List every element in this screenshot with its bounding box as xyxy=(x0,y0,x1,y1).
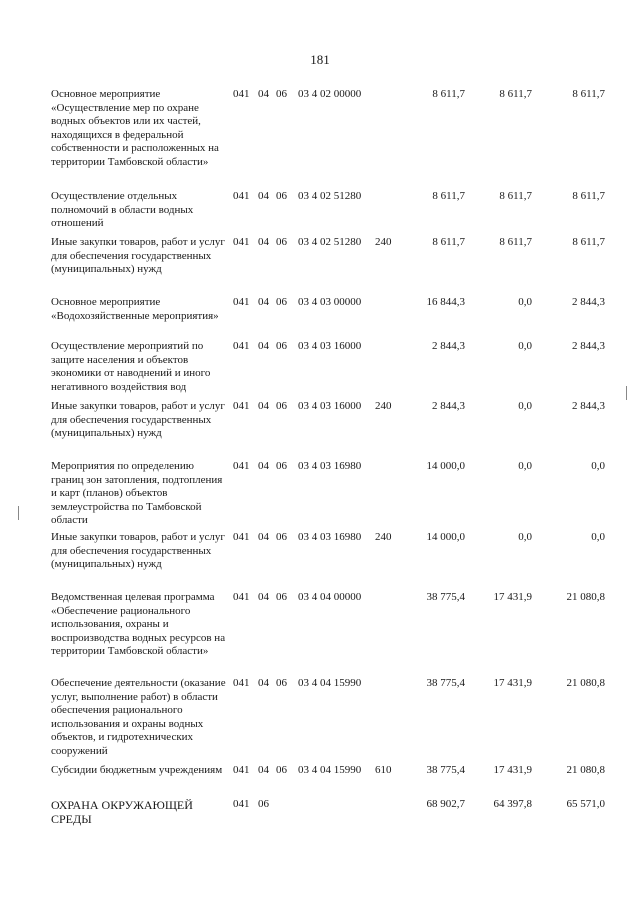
expense-type-code: 610 xyxy=(375,764,392,776)
amount-year-2: 17 431,9 xyxy=(493,764,532,776)
amount-year-3: 8 611,7 xyxy=(572,88,605,100)
amount-year-3: 8 611,7 xyxy=(572,236,605,248)
row-name: Иные закупки товаров, работ и услуг для обеспечения государственных (муниципальных) нужд xyxy=(51,400,225,439)
amount-year-3: 21 080,8 xyxy=(566,677,605,689)
row-name: Осуществление отдельных полномочий в области водных отношений xyxy=(51,190,194,229)
target-article-code: 03 4 02 00000 xyxy=(298,88,362,100)
admin-code: 041 xyxy=(233,764,250,776)
page-number: 181 xyxy=(310,52,330,67)
amount-year-3: 0,0 xyxy=(591,460,605,472)
row-name: ОХРАНА ОКРУЖАЮЩЕЙ СРЕДЫ xyxy=(51,798,193,826)
amount-year-3: 21 080,8 xyxy=(566,591,605,603)
amount-year-3: 8 611,7 xyxy=(572,190,605,202)
target-article-code: 03 4 03 16000 xyxy=(298,340,362,352)
section-code: 04 xyxy=(258,677,269,689)
section-code: 04 xyxy=(258,591,269,603)
row-name: Ведомственная целевая программа «Обеспечение рационального использования, охраны и воспроизводства водных ресурсов на территории Тамбовской области» xyxy=(51,591,226,657)
target-article-code: 03 4 03 16980 xyxy=(298,531,362,543)
amount-year-2: 0,0 xyxy=(518,400,532,412)
section-code: 06 xyxy=(258,798,269,810)
subsection-code: 06 xyxy=(276,400,287,412)
admin-code: 041 xyxy=(233,798,250,810)
expense-type-code: 240 xyxy=(375,531,392,543)
amount-year-2: 17 431,9 xyxy=(493,591,532,603)
admin-code: 041 xyxy=(233,236,250,248)
amount-year-1: 2 844,3 xyxy=(432,340,465,352)
section-code: 04 xyxy=(258,400,269,412)
expense-type-code: 240 xyxy=(375,400,392,412)
admin-code: 041 xyxy=(233,340,250,352)
amount-year-1: 38 775,4 xyxy=(426,764,465,776)
margin-mark xyxy=(626,386,627,400)
amount-year-2: 8 611,7 xyxy=(499,236,532,248)
row-name: Иные закупки товаров, работ и услуг для обеспечения государственных (муниципальных) нужд xyxy=(51,236,225,275)
row-name: Обеспечение деятельности (оказание услуг, выполнение работ) в области обеспечения рационального использования и охраны водных объектов, и гидротехнических сооружений xyxy=(51,677,226,757)
subsection-code: 06 xyxy=(276,460,287,472)
amount-year-3: 65 571,0 xyxy=(566,798,605,810)
admin-code: 041 xyxy=(233,88,250,100)
amount-year-2: 0,0 xyxy=(518,460,532,472)
amount-year-1: 8 611,7 xyxy=(432,236,465,248)
amount-year-2: 8 611,7 xyxy=(499,88,532,100)
amount-year-1: 8 611,7 xyxy=(432,88,465,100)
admin-code: 041 xyxy=(233,296,250,308)
section-code: 04 xyxy=(258,460,269,472)
subsection-code: 06 xyxy=(276,591,287,603)
admin-code: 041 xyxy=(233,460,250,472)
subsection-code: 06 xyxy=(276,531,287,543)
section-code: 04 xyxy=(258,764,269,776)
amount-year-3: 2 844,3 xyxy=(572,340,605,352)
section-code: 04 xyxy=(258,236,269,248)
row-name: Мероприятия по определению границ зон затопления, подтопления и карт (планов) объектов землеустройства по Тамбовской области xyxy=(51,460,223,526)
amount-year-3: 2 844,3 xyxy=(572,400,605,412)
subsection-code: 06 xyxy=(276,236,287,248)
target-article-code: 03 4 03 16980 xyxy=(298,460,362,472)
amount-year-3: 0,0 xyxy=(591,531,605,543)
subsection-code: 06 xyxy=(276,88,287,100)
amount-year-1: 68 902,7 xyxy=(426,798,465,810)
row-name: Субсидии бюджетным учреждениям xyxy=(51,764,223,776)
target-article-code: 03 4 03 00000 xyxy=(298,296,362,308)
section-code: 04 xyxy=(258,88,269,100)
subsection-code: 06 xyxy=(276,296,287,308)
target-article-code: 03 4 04 15990 xyxy=(298,677,362,689)
subsection-code: 06 xyxy=(276,764,287,776)
section-code: 04 xyxy=(258,296,269,308)
amount-year-1: 16 844,3 xyxy=(426,296,465,308)
section-code: 04 xyxy=(258,190,269,202)
expense-type-code: 240 xyxy=(375,236,392,248)
row-name: Основное мероприятие «Осуществление мер по охране водных объектов или их частей, находящихся в федеральной собственности и расположенных на территории Тамбовской области» xyxy=(51,88,219,168)
section-code: 04 xyxy=(258,340,269,352)
row-name: Основное мероприятие «Водохозяйственные мероприятия» xyxy=(51,296,219,322)
amount-year-2: 0,0 xyxy=(518,340,532,352)
target-article-code: 03 4 03 16000 xyxy=(298,400,362,412)
admin-code: 041 xyxy=(233,400,250,412)
target-article-code: 03 4 02 51280 xyxy=(298,236,362,248)
amount-year-2: 8 611,7 xyxy=(499,190,532,202)
subsection-code: 06 xyxy=(276,190,287,202)
row-name: Иные закупки товаров, работ и услуг для обеспечения государственных (муниципальных) нужд xyxy=(51,531,225,570)
amount-year-3: 21 080,8 xyxy=(566,764,605,776)
amount-year-2: 17 431,9 xyxy=(493,677,532,689)
admin-code: 041 xyxy=(233,677,250,689)
amount-year-1: 14 000,0 xyxy=(426,460,465,472)
amount-year-2: 0,0 xyxy=(518,296,532,308)
admin-code: 041 xyxy=(233,531,250,543)
amount-year-1: 38 775,4 xyxy=(426,677,465,689)
amount-year-1: 2 844,3 xyxy=(432,400,465,412)
subsection-code: 06 xyxy=(276,677,287,689)
section-code: 04 xyxy=(258,531,269,543)
amount-year-1: 14 000,0 xyxy=(426,531,465,543)
admin-code: 041 xyxy=(233,591,250,603)
target-article-code: 03 4 02 51280 xyxy=(298,190,362,202)
amount-year-2: 0,0 xyxy=(518,531,532,543)
subsection-code: 06 xyxy=(276,340,287,352)
admin-code: 041 xyxy=(233,190,250,202)
row-name: Осуществление мероприятий по защите населения и объектов экономики от наводнений и иного негативного воздействия вод xyxy=(51,340,211,393)
target-article-code: 03 4 04 00000 xyxy=(298,591,362,603)
amount-year-1: 38 775,4 xyxy=(426,591,465,603)
margin-mark xyxy=(18,506,19,520)
amount-year-2: 64 397,8 xyxy=(493,798,532,810)
amount-year-3: 2 844,3 xyxy=(572,296,605,308)
amount-year-1: 8 611,7 xyxy=(432,190,465,202)
target-article-code: 03 4 04 15990 xyxy=(298,764,362,776)
